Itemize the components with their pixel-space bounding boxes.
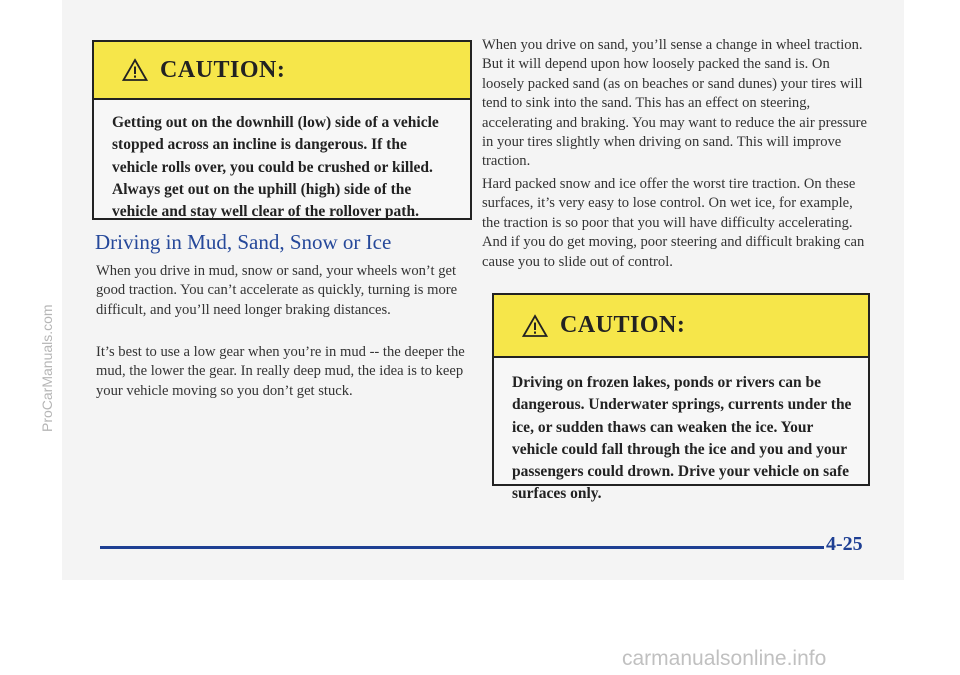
caution-header (494, 295, 868, 358)
paragraph-sand: When you drive on sand, you’ll sense a change in wheel traction. But it will depend upon how loosely packed the sand is. On loosely packed sand (as on beaches or sand dunes) your tires will tend to sink into the sand. This has an effect on steering, accelerating and braking. You may want to reduce the air pressure in your tires slightly when driving on sand. This will improve traction. (482, 37, 867, 170)
section-heading: Driving in Mud, Sand, Snow or Ice (95, 230, 392, 254)
paragraph-snow-ice: Hard packed snow and ice offer the worst tire traction. On these surfaces, it’s very easy to lose control. On wet ice, for example, the traction is so poor that you will have difficulty accelerating. And if you do get moving, poor steering and difficult braking can cause you to slide out of control. (482, 176, 865, 270)
caution-title: CAUTION: (560, 312, 686, 338)
warning-triangle-icon (522, 314, 548, 338)
caution-header (94, 42, 470, 100)
watermark-bottom: carmanualsonline.info (622, 647, 827, 670)
watermark-side: ProCarManuals.com (39, 304, 55, 432)
warning-triangle-icon (122, 58, 148, 82)
caution-title: CAUTION: (160, 56, 286, 83)
paragraph-low-gear: It’s best to use a low gear when you’re in mud -- the deeper the mud, the lower the gear. In really deep mud, the idea is to keep your vehicle moving so you don’t get stuck. (96, 344, 465, 399)
caution-text: Driving on frozen lakes, ponds or rivers can be dangerous. Underwater springs, currents under the ice, or sudden thaws can weaken the ice. Your vehicle could fall through the ice and you and your passengers could drown. Drive your vehicle on safe surfaces only. (512, 374, 852, 503)
footer-rule (100, 546, 824, 549)
caution-box-rollover (92, 40, 472, 220)
page-number: 4-25 (826, 533, 863, 555)
caution-text: Getting out on the downhill (low) side of a vehicle stopped across an incline is dangerous. If the vehicle rolls over, you could be crushed or killed. Always get out on the uphill (high) side of the vehicle and stay well clear of the rollover path. (112, 114, 439, 221)
caution-box-frozen-lakes (492, 293, 870, 503)
paragraph-traction: When you drive in mud, snow or sand, your wheels won’t get good traction. You can’t accelerate as quickly, turning is more difficult, and you’ll need longer braking distances. (96, 263, 458, 318)
